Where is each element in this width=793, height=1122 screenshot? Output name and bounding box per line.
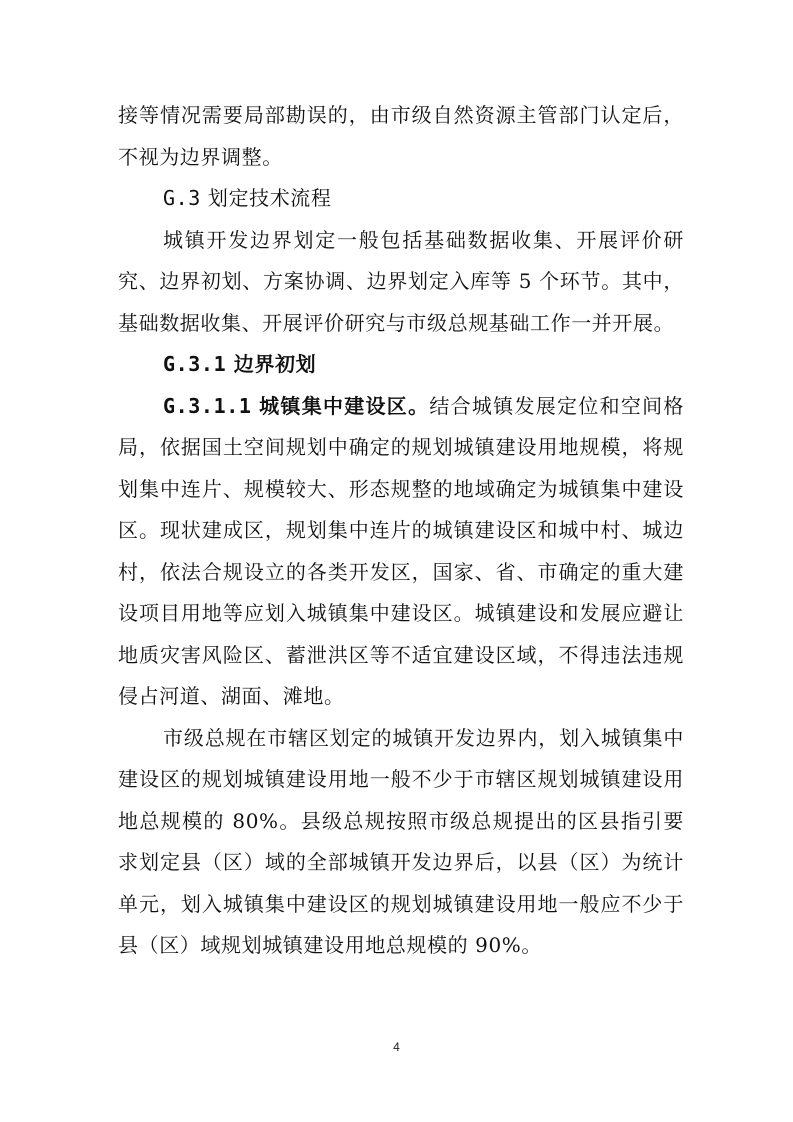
document-body (118, 95, 684, 967)
page-number: 4 (393, 1040, 400, 1054)
paragraph-land-ratio: 市级总规在市辖区划定的城镇开发边界内，划入城镇集中建设区的规划城镇建设用地一般不少于市辖区规划城镇建设用地总规模的 80%。县级总规按照市级总规提出的区县指引要求划定县（区）域的全部城镇开发边界后，以县（区）为统计单元，划入城镇集中建设区的规划城镇建设用地一般应不少于县（区）域规划城镇建设用地总规模的 90%。 (118, 725, 684, 957)
section-heading-g31 (118, 344, 684, 386)
item-text: 结合城镇发展定位和空间格局，依据国土空间规划中确定的规划城镇建设用地规模，将规划集中连片、规模较大、形态规整的地域确定为城镇集中建设区。现状建成区，规划集中连片的城镇建设区和城中村、城边村，依法合规设立的各类开发区，国家、省、市确定的重大建设项目用地等应划入城镇集中建设区。城镇建设和发展应避让地质灾害风险区、蓄泄洪区等不适宜建设区域，不得违法违规侵占河道、湖面、滩地。 (118, 393, 684, 708)
item-number: G.3.1.1 (163, 393, 252, 418)
section-number: G.3 (163, 186, 201, 210)
section-number: G.3.1 (163, 352, 227, 376)
paragraph-continuation: 接等情况需要局部勘误的，由市级自然资源主管部门认定后，不视为边界调整。 (118, 103, 684, 169)
item-title: 城镇集中建设区。 (259, 393, 430, 418)
paragraph-g311 (118, 386, 684, 718)
section-title: 划定技术流程 (207, 186, 332, 210)
paragraph-process-intro: 城镇开发边界划定一般包括基础数据收集、开展评价研究、边界初划、方案协调、边界划定入库等 5 个环节。其中，基础数据收集、开展评价研究与市级总规基础工作一并开展。 (118, 227, 684, 335)
section-title: 边界初划 (233, 352, 317, 376)
section-heading-g3 (118, 178, 684, 220)
